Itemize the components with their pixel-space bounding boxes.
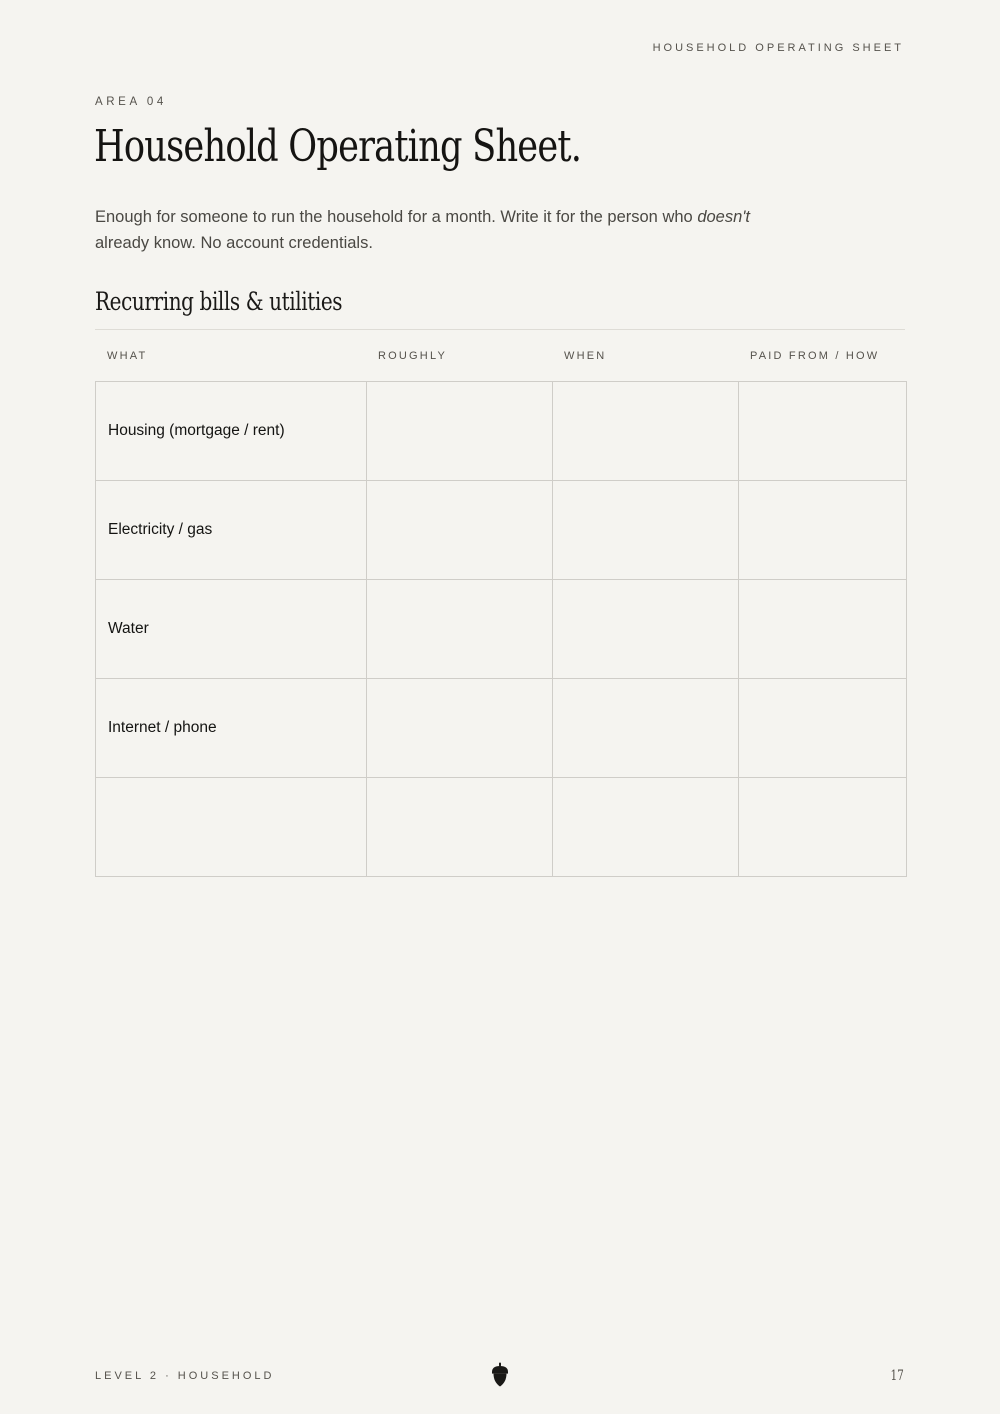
column-header-paid-from: PAID FROM / HOW: [750, 350, 880, 362]
column-header-when: WHEN: [564, 350, 607, 362]
intro-text: Enough for someone to run the household for a month. Write it for the person who: [95, 208, 698, 226]
cell-when[interactable]: [553, 778, 739, 877]
column-header-what: WHAT: [107, 350, 148, 362]
cell-what: Housing (mortgage / rent): [96, 382, 367, 481]
intro-emphasis: doesn't: [697, 208, 751, 226]
intro-text-end: already know. No account credentials.: [95, 234, 373, 252]
area-label: AREA 04: [95, 96, 167, 108]
page-number: 17: [890, 1368, 904, 1384]
table-row: [96, 679, 907, 778]
cell-paid-from[interactable]: [739, 679, 907, 778]
running-header: HOUSEHOLD OPERATING SHEET: [652, 42, 904, 54]
section-divider: [95, 329, 905, 330]
cell-when[interactable]: [553, 481, 739, 580]
table-row: [96, 382, 907, 481]
table-row: [96, 580, 907, 679]
cell-roughly[interactable]: [367, 679, 553, 778]
cell-what: Water: [96, 580, 367, 679]
page-title: Household Operating Sheet.: [94, 121, 582, 172]
column-header-roughly: ROUGHLY: [378, 350, 447, 362]
footer-level-label: LEVEL 2 · HOUSEHOLD: [95, 1370, 275, 1382]
section-heading: Recurring bills & utilities: [95, 287, 343, 316]
cell-paid-from[interactable]: [739, 778, 907, 877]
cell-paid-from[interactable]: [739, 382, 907, 481]
cell-roughly[interactable]: [367, 778, 553, 877]
cell-what: Internet / phone: [96, 679, 367, 778]
table-row: [96, 481, 907, 580]
table-row: [96, 778, 907, 877]
bills-table-body: [96, 382, 907, 877]
cell-when[interactable]: [553, 679, 739, 778]
cell-paid-from[interactable]: [739, 481, 907, 580]
cell-roughly[interactable]: [367, 382, 553, 481]
cell-what[interactable]: [96, 778, 367, 877]
bills-table: [95, 381, 907, 877]
cell-when[interactable]: [553, 382, 739, 481]
cell-roughly[interactable]: [367, 481, 553, 580]
cell-paid-from[interactable]: [739, 580, 907, 679]
acorn-icon: [490, 1362, 510, 1388]
cell-roughly[interactable]: [367, 580, 553, 679]
intro-paragraph: [95, 204, 795, 256]
cell-what: Electricity / gas: [96, 481, 367, 580]
cell-when[interactable]: [553, 580, 739, 679]
